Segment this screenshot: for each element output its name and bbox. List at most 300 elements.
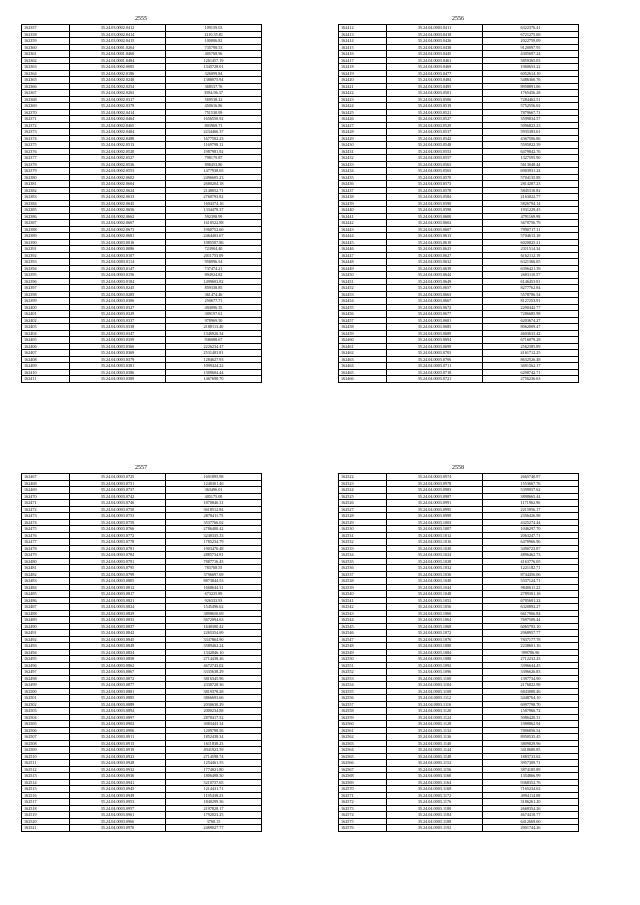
parcel-code-cell: 35.24.04.0003.1188 — [387, 818, 483, 825]
record-id-cell: 162385 — [22, 207, 70, 214]
parcel-code-cell: 35.24.04.0003.0791 — [70, 558, 166, 565]
parcel-code-cell: 35.24.04.0003.0672 — [387, 304, 483, 311]
record-id-cell: 162453 — [339, 291, 387, 298]
amount-cell: 3898665.44 — [483, 493, 579, 500]
parcel-code-cell: 35.24.04.0003.0411 — [387, 25, 483, 32]
record-id-cell: 162448 — [339, 259, 387, 266]
parcel-code-cell: 35.24.04.0001.0484 — [70, 57, 166, 64]
amount-cell: 3448764.10 — [483, 695, 579, 702]
record-id-cell: 162524 — [339, 487, 387, 494]
amount-cell: 405175.00 — [166, 493, 262, 500]
amount-cell: 1604374.16 — [166, 200, 262, 207]
record-id-cell: 162412 — [339, 25, 387, 32]
amount-cell: 4672743.02 — [166, 662, 262, 669]
parcel-code-cell: 35.24.04.0003.0877 — [70, 682, 166, 689]
parcel-code-cell: 35.24.04.0003.0360 — [70, 343, 166, 350]
record-id-cell: 162409 — [22, 363, 70, 370]
parcel-code-cell: 35.24.04.0002.0186 — [70, 70, 166, 77]
parcel-code-cell: 35.24.04.0003.1007 — [387, 526, 483, 533]
parcel-code-cell: 35.24.04.0003.0548 — [387, 142, 483, 149]
record-id-cell: 162496 — [22, 662, 70, 669]
record-id-cell: 162362 — [22, 57, 70, 64]
amount-cell: 361474.46 — [166, 291, 262, 298]
parcel-code-cell: 35.24.04.0001.0460 — [70, 51, 166, 58]
parcel-code-cell: 35.24.04.0003.0016 — [70, 239, 166, 246]
record-id-cell: 162478 — [22, 545, 70, 552]
parcel-code-cell: 35.24.04.0003.0837 — [70, 623, 166, 630]
parcel-code-cell: 35.24.04.0003.1184 — [387, 812, 483, 819]
record-id-cell: 162482 — [22, 571, 70, 578]
record-id-cell: 162531 — [339, 532, 387, 539]
parcel-code-cell: 35.24.04.0003.0753 — [70, 513, 166, 520]
amount-cell: 6052614.10 — [483, 70, 579, 77]
page-number: 2557 — [135, 465, 147, 471]
parcel-code-cell: 35.24.04.0002.0254 — [70, 83, 166, 90]
record-id-cell: 162457 — [339, 317, 387, 324]
amount-cell: 5595822.39 — [483, 142, 579, 149]
amount-cell: 4603633.42 — [483, 330, 579, 337]
amount-cell: 3490723.87 — [483, 545, 579, 552]
amount-cell: 6997798.70 — [483, 701, 579, 708]
parcel-code-cell: 35.24.04.0003.0987 — [387, 493, 483, 500]
parcel-code-cell: 35.24.04.0003.0519 — [387, 103, 483, 110]
amount-cell: 2188113.40 — [166, 324, 262, 331]
parcel-code-cell: 35.24.04.0003.0746 — [70, 500, 166, 507]
record-id-cell: 162545 — [339, 623, 387, 630]
amount-cell: 8873844.53 — [166, 578, 262, 585]
amount-cell: 1668644.31 — [166, 584, 262, 591]
amount-cell: 1931229.43 — [483, 207, 579, 214]
record-id-cell: 162420 — [339, 77, 387, 84]
amount-cell: 4791169.98 — [483, 213, 579, 220]
parcel-code-cell: 35.24.04.0003.0699 — [387, 343, 483, 350]
record-id-cell: 162460 — [339, 337, 387, 344]
parcel-code-cell: 35.24.04.0003.0703 — [387, 350, 483, 357]
record-id-cell: 162521 — [22, 825, 70, 832]
record-id-cell: 162548 — [339, 643, 387, 650]
parcel-code-cell: 35.24.04.0003.0885 — [70, 695, 166, 702]
amount-cell: 1345728.01 — [166, 64, 262, 71]
parcel-code-cell: 35.24.04.0003.1136 — [387, 734, 483, 741]
amount-cell: 859338.85 — [166, 285, 262, 292]
amount-cell: 2011753.09 — [166, 252, 262, 259]
amount-cell: 1840299.36 — [166, 799, 262, 806]
record-id-cell: 162475 — [22, 526, 70, 533]
record-id-cell: 162508 — [22, 740, 70, 747]
parcel-code-cell: 35.24.04.0002.0602 — [70, 174, 166, 181]
table-row — [22, 376, 262, 383]
amount-cell: 3809829.96 — [483, 740, 579, 747]
amount-cell: 6705601.22 — [483, 597, 579, 604]
parcel-code-cell: 35.24.04.0003.0557 — [387, 155, 483, 162]
parcel-code-cell: 35.24.04.0003.0799 — [70, 571, 166, 578]
parcel-code-cell: 35.24.04.0003.0418 — [387, 31, 483, 38]
parcel-code-cell: 35.24.04.0003.0706 — [387, 356, 483, 363]
amount-cell: 4325274.44 — [483, 519, 579, 526]
record-id-cell: 162542 — [339, 604, 387, 611]
record-id-cell: 162467 — [22, 474, 70, 481]
record-id-cell: 162490 — [22, 623, 70, 630]
amount-cell: 2234466.37 — [166, 129, 262, 136]
amount-cell: 3240335.33 — [166, 532, 262, 539]
amount-cell: 798179.87 — [166, 155, 262, 162]
amount-cell: 109159.03 — [166, 25, 262, 32]
parcel-code-cell: 35.24.04.0003.1100 — [387, 675, 483, 682]
parcel-code-cell: 35.24.04.0003.0657 — [387, 285, 483, 292]
amount-cell: 5935383.61 — [483, 129, 579, 136]
record-id-cell: 162488 — [22, 610, 70, 617]
record-id-cell: 162388 — [22, 226, 70, 233]
amount-cell: 4367506.86 — [483, 135, 579, 142]
amount-cell: 1354866.99 — [483, 773, 579, 780]
amount-cell: 4163776.05 — [483, 558, 579, 565]
record-id-cell: 162378 — [22, 161, 70, 168]
amount-cell: 3186261.20 — [483, 799, 579, 806]
parcel-code-cell: 35.24.04.0003.1124 — [387, 714, 483, 721]
parcel-code-cell: 35.24.04.0003.0849 — [70, 643, 166, 650]
record-id-cell: 162406 — [22, 343, 70, 350]
amount-cell: 1254461.55 — [166, 760, 262, 767]
parcel-code-cell: 35.24.04.0003.1016 — [387, 539, 483, 546]
amount-cell: 2311514.34 — [483, 246, 579, 253]
record-id-cell: 162551 — [339, 662, 387, 669]
parcel-code-cell: 35.24.03.0002.0414 — [70, 31, 166, 38]
amount-cell: 5337124.71 — [483, 578, 579, 585]
parcel-code-cell: 35.24.04.0003.0327 — [70, 304, 166, 311]
parcel-code-cell: 35.24.04.0003.1176 — [387, 799, 483, 806]
amount-cell: 6321366.65 — [483, 259, 579, 266]
record-id-cell: 162397 — [22, 285, 70, 292]
record-id-cell: 162386 — [22, 213, 70, 220]
record-id-cell: 162372 — [22, 122, 70, 129]
parcel-code-cell: 35.24.04.0003.0537 — [387, 129, 483, 136]
amount-cell: 2226234.47 — [166, 343, 262, 350]
parcel-code-cell: 35.24.04.0002.0662 — [70, 213, 166, 220]
amount-cell: 250677.71 — [166, 298, 262, 305]
amount-cell: 2148052.71 — [166, 187, 262, 194]
parcel-code-cell: 35.24.04.0003.0750 — [70, 506, 166, 513]
record-id-cell: 162504 — [22, 714, 70, 721]
parcel-code-cell: 35.24.04.0003.1096 — [387, 669, 483, 676]
amount-cell: 7887716.45 — [166, 558, 262, 565]
parcel-code-cell: 35.24.04.0003.0347 — [70, 330, 166, 337]
amount-cell: 1792023.25 — [166, 812, 262, 819]
page-2556 — [338, 16, 578, 383]
amount-cell: 2786400.42 — [166, 526, 262, 533]
amount-cell: 7286685.98 — [483, 311, 579, 318]
record-id-cell: 162543 — [339, 610, 387, 617]
record-id-cell: 162358 — [22, 31, 70, 38]
amount-cell: 6146453.81 — [483, 278, 579, 285]
amount-cell: 926333.93 — [166, 597, 262, 604]
amount-cell: 1870846.31 — [166, 500, 262, 507]
amount-cell: 5704613.18 — [483, 233, 579, 240]
amount-cell: 2885734.81 — [166, 552, 262, 559]
record-id-cell: 162506 — [22, 727, 70, 734]
record-id-cell: 162479 — [22, 552, 70, 559]
amount-cell: 5845310.82 — [483, 187, 579, 194]
parcel-code-cell: 35.24.04.0003.0872 — [70, 675, 166, 682]
record-id-cell: 162395 — [22, 272, 70, 279]
data-table — [21, 24, 262, 383]
parcel-code-cell: 35.24.04.0003.0381 — [70, 363, 166, 370]
amount-cell: 1610522.88 — [166, 220, 262, 227]
record-id-cell: 162517 — [22, 799, 70, 806]
page-number: 2556 — [452, 16, 464, 22]
record-id-cell: 162562 — [339, 734, 387, 741]
record-id-cell: 162538 — [339, 578, 387, 585]
record-id-cell: 162520 — [22, 818, 70, 825]
amount-cell: 737474.21 — [166, 265, 262, 272]
parcel-code-cell: 35.24.04.0002.0624 — [70, 187, 166, 194]
record-id-cell: 162512 — [22, 766, 70, 773]
record-id-cell: 162432 — [339, 155, 387, 162]
amount-cell: 5486360.76 — [483, 77, 579, 84]
amount-cell: 5399937.62 — [483, 487, 579, 494]
record-id-cell: 162526 — [339, 500, 387, 507]
amount-cell: 2789301.16 — [483, 591, 579, 598]
amount-cell: 723904.40 — [166, 246, 262, 253]
parcel-code-cell: 35.24.04.0003.0553 — [387, 148, 483, 155]
table-row — [339, 376, 579, 383]
amount-cell: 2901744.26 — [483, 825, 579, 832]
parcel-code-cell: 35.24.04.0003.0718 — [387, 369, 483, 376]
record-id-cell: 162568 — [339, 773, 387, 780]
parcel-code-cell: 35.24.04.0003.0529 — [387, 122, 483, 129]
parcel-code-cell: 35.24.04.0003.1116 — [387, 701, 483, 708]
record-id-cell: 162572 — [339, 799, 387, 806]
parcel-code-cell: 35.24.04.0002.0248 — [70, 77, 166, 84]
amount-cell: 5672094.63 — [166, 617, 262, 624]
parcel-code-cell: 35.24.04.0003.0386 — [70, 369, 166, 376]
amount-cell: 1852438.34 — [166, 734, 262, 741]
record-id-cell: 162442 — [339, 220, 387, 227]
record-id-cell: 162509 — [22, 747, 70, 754]
amount-cell: 5613048.44 — [483, 161, 579, 168]
amount-cell: 5096823.23 — [483, 122, 579, 129]
parcel-code-cell: 35.24.04.0003.0461 — [387, 57, 483, 64]
record-id-cell: 162415 — [339, 44, 387, 51]
record-id-cell: 162494 — [22, 649, 70, 656]
parcel-code-cell: 35.24.04.0002.0520 — [70, 148, 166, 155]
record-id-cell: 162384 — [22, 200, 70, 207]
amount-cell: 6298742.71 — [483, 369, 579, 376]
record-id-cell: 162573 — [339, 805, 387, 812]
record-id-cell: 162539 — [339, 584, 387, 591]
parcel-code-cell: 35.24.04.0003.0784 — [70, 552, 166, 559]
record-id-cell: 162450 — [339, 272, 387, 279]
amount-cell: 2063247.71 — [483, 532, 579, 539]
record-id-cell: 162364 — [22, 70, 70, 77]
record-id-cell: 162513 — [22, 773, 70, 780]
amount-cell: 7806856.54 — [483, 727, 579, 734]
parcel-code-cell: 35.24.04.0003.0578 — [387, 187, 483, 194]
parcel-code-cell: 35.24.04.0003.0911 — [70, 734, 166, 741]
record-id-cell: 162458 — [339, 324, 387, 331]
amount-cell: 1477938.65 — [166, 168, 262, 175]
parcel-code-cell: 35.24.04.0003.1156 — [387, 766, 483, 773]
record-id-cell: 162357 — [22, 25, 70, 32]
amount-cell: 2496605.23 — [166, 174, 262, 181]
parcel-code-cell: 35.24.04.0003.0842 — [70, 630, 166, 637]
record-id-cell: 162451 — [339, 278, 387, 285]
parcel-code-cell: 35.24.04.0003.0778 — [70, 539, 166, 546]
parcel-code-cell: 35.24.04.0003.0607 — [387, 226, 483, 233]
amount-cell: 2714438.26 — [166, 656, 262, 663]
amount-cell: 5752556.02 — [483, 103, 579, 110]
parcel-code-cell: 35.24.04.0003.0731 — [70, 480, 166, 487]
record-id-cell: 162376 — [22, 148, 70, 155]
record-id-cell: 162438 — [339, 194, 387, 201]
amount-cell: 2215956.17 — [483, 506, 579, 513]
parcel-code-cell: 35.24.04.0003.0772 — [70, 532, 166, 539]
parcel-code-cell: 35.24.04.0003.0862 — [70, 662, 166, 669]
record-id-cell: 162402 — [22, 317, 70, 324]
page-2555 — [21, 16, 261, 383]
parcel-code-cell: 35.24.04.0003.0600 — [387, 213, 483, 220]
parcel-code-cell: 35.24.04.0003.1068 — [387, 623, 483, 630]
record-id-cell: 162374 — [22, 135, 70, 142]
parcel-code-cell: 35.24.04.0003.1108 — [387, 688, 483, 695]
parcel-code-cell: 35.24.04.0002.0263 — [70, 90, 166, 97]
record-id-cell: 162529 — [339, 519, 387, 526]
amount-cell: 1397734.90 — [483, 675, 579, 682]
parcel-code-cell: 35.24.04.0003.0953 — [70, 799, 166, 806]
parcel-code-cell: 35.24.04.0003.0759 — [70, 519, 166, 526]
amount-cell: 6903931.24 — [483, 168, 579, 175]
parcel-code-cell: 35.24.04.0003.1024 — [387, 552, 483, 559]
amount-cell: 735798.53 — [166, 44, 262, 51]
parcel-code-cell: 35.24.04.0003.0902 — [70, 721, 166, 728]
amount-cell: 2163022.77 — [483, 194, 579, 201]
parcel-code-cell: 35.24.04.0003.0086 — [70, 246, 166, 253]
parcel-code-cell: 35.24.04.0003.0867 — [70, 669, 166, 676]
record-id-cell: 162459 — [339, 330, 387, 337]
parcel-code-cell: 35.24.04.0003.1076 — [387, 636, 483, 643]
parcel-code-cell: 35.24.04.0002.0465 — [70, 122, 166, 129]
parcel-code-cell: 35.24.04.0003.1036 — [387, 571, 483, 578]
amount-cell: 1765456.28 — [483, 90, 579, 97]
record-id-cell: 162365 — [22, 77, 70, 84]
record-id-cell: 162393 — [22, 259, 70, 266]
record-id-cell: 162449 — [339, 265, 387, 272]
record-id-cell: 162470 — [22, 493, 70, 500]
amount-cell: 2030630.29 — [166, 701, 262, 708]
parcel-code-cell: 35.24.04.0003.0156 — [70, 272, 166, 279]
amount-cell: 2022759.09 — [483, 38, 579, 45]
record-id-cell: 162523 — [339, 480, 387, 487]
parcel-code-cell: 35.24.04.0003.0928 — [70, 760, 166, 767]
record-id-cell: 162530 — [339, 526, 387, 533]
record-id-cell: 162366 — [22, 83, 70, 90]
parcel-code-cell: 35.24.04.0003.0644 — [387, 272, 483, 279]
record-id-cell: 162370 — [22, 109, 70, 116]
amount-cell: 9120097.95 — [483, 44, 579, 51]
amount-cell: 4994114.08 — [483, 792, 579, 799]
parcel-code-cell: 35.24.04.0003.0639 — [387, 265, 483, 272]
parcel-code-cell: 35.24.04.0002.0604 — [70, 181, 166, 188]
amount-cell: 1883733.62 — [483, 753, 579, 760]
page-number: 2555 — [135, 16, 147, 22]
amount-cell: 4161712.25 — [483, 350, 579, 357]
parcel-code-cell: 35.24.04.0003.0689 — [387, 330, 483, 337]
parcel-code-cell: 35.24.04.0003.0663 — [387, 291, 483, 298]
parcel-code-cell: 35.24.04.0003.0817 — [70, 591, 166, 598]
amount-cell: 2290442.77 — [483, 304, 579, 311]
parcel-code-cell: 35.24.03.0002.0415 — [70, 38, 166, 45]
record-id-cell: 162464 — [339, 363, 387, 370]
amount-cell: 1209790.56 — [166, 727, 262, 734]
amount-cell: 1611838.23 — [166, 740, 262, 747]
parcel-code-cell: 35.24.04.0003.0484 — [387, 77, 483, 84]
record-id-cell: 162563 — [339, 740, 387, 747]
record-id-cell: 162411 — [22, 376, 70, 383]
record-id-cell: 162443 — [339, 226, 387, 233]
record-id-cell: 162557 — [339, 701, 387, 708]
amount-cell: 1099424.22 — [166, 363, 262, 370]
parcel-code-cell: 35.24.04.0003.1128 — [387, 721, 483, 728]
record-id-cell: 162554 — [339, 682, 387, 689]
parcel-code-cell: 35.24.04.0003.0681 — [387, 317, 483, 324]
amount-cell: 2712232.43 — [483, 656, 579, 663]
amount-cell: 6162112.19 — [483, 252, 579, 259]
record-id-cell: 162499 — [22, 682, 70, 689]
record-id-cell: 162465 — [339, 369, 387, 376]
record-id-cell: 162454 — [339, 298, 387, 305]
record-id-cell: 162381 — [22, 181, 70, 188]
parcel-code-cell: 35.24.04.0003.0114 — [70, 259, 166, 266]
record-id-cell: 162571 — [339, 792, 387, 799]
amount-cell: 5578786.54 — [483, 291, 579, 298]
record-id-cell: 162492 — [22, 636, 70, 643]
record-id-cell: 162371 — [22, 116, 70, 123]
record-id-cell: 162440 — [339, 207, 387, 214]
page-number: 2558 — [452, 465, 464, 471]
record-id-cell: 162445 — [339, 239, 387, 246]
record-id-cell: 162576 — [339, 825, 387, 832]
amount-cell: 958096.54 — [166, 259, 262, 266]
amount-cell: 4305697.24 — [483, 51, 579, 58]
parcel-code-cell: 35.24.04.0003.1172 — [387, 792, 483, 799]
amount-cell: 8062009.47 — [483, 324, 579, 331]
record-id-cell: 162363 — [22, 64, 70, 71]
record-id-cell: 162519 — [22, 812, 70, 819]
parcel-code-cell: 35.24.04.0003.0337 — [70, 317, 166, 324]
record-id-cell: 162505 — [22, 721, 70, 728]
parcel-code-cell: 35.24.04.0003.1132 — [387, 727, 483, 734]
amount-cell: 405768.96 — [166, 51, 262, 58]
parcel-code-cell: 35.24.04.0003.0957 — [70, 805, 166, 812]
parcel-code-cell: 35.24.04.0003.1056 — [387, 604, 483, 611]
parcel-code-cell: 35.24.04.0003.0936 — [70, 773, 166, 780]
record-id-cell: 162398 — [22, 291, 70, 298]
amount-cell: 8950535.45 — [483, 734, 579, 741]
parcel-code-cell: 35.24.04.0003.0897 — [70, 714, 166, 721]
amount-cell: 3396644.45 — [483, 662, 579, 669]
parcel-code-cell: 35.24.04.0003.0889 — [70, 701, 166, 708]
parcel-code-cell: 35.24.04.0003.1012 — [387, 532, 483, 539]
amount-cell: 5704135.88 — [483, 174, 579, 181]
parcel-code-cell: 35.24.04.0003.1052 — [387, 597, 483, 604]
amount-cell: 2878411.75 — [166, 513, 262, 520]
parcel-code-cell: 35.24.04.0003.0945 — [70, 786, 166, 793]
amount-cell: 9840611.22 — [483, 584, 579, 591]
amount-cell: 5210757.65 — [166, 779, 262, 786]
record-id-cell: 162414 — [339, 38, 387, 45]
page-2557 — [21, 465, 261, 832]
record-id-cell: 162552 — [339, 669, 387, 676]
amount-cell: 1648300.42 — [166, 623, 262, 630]
